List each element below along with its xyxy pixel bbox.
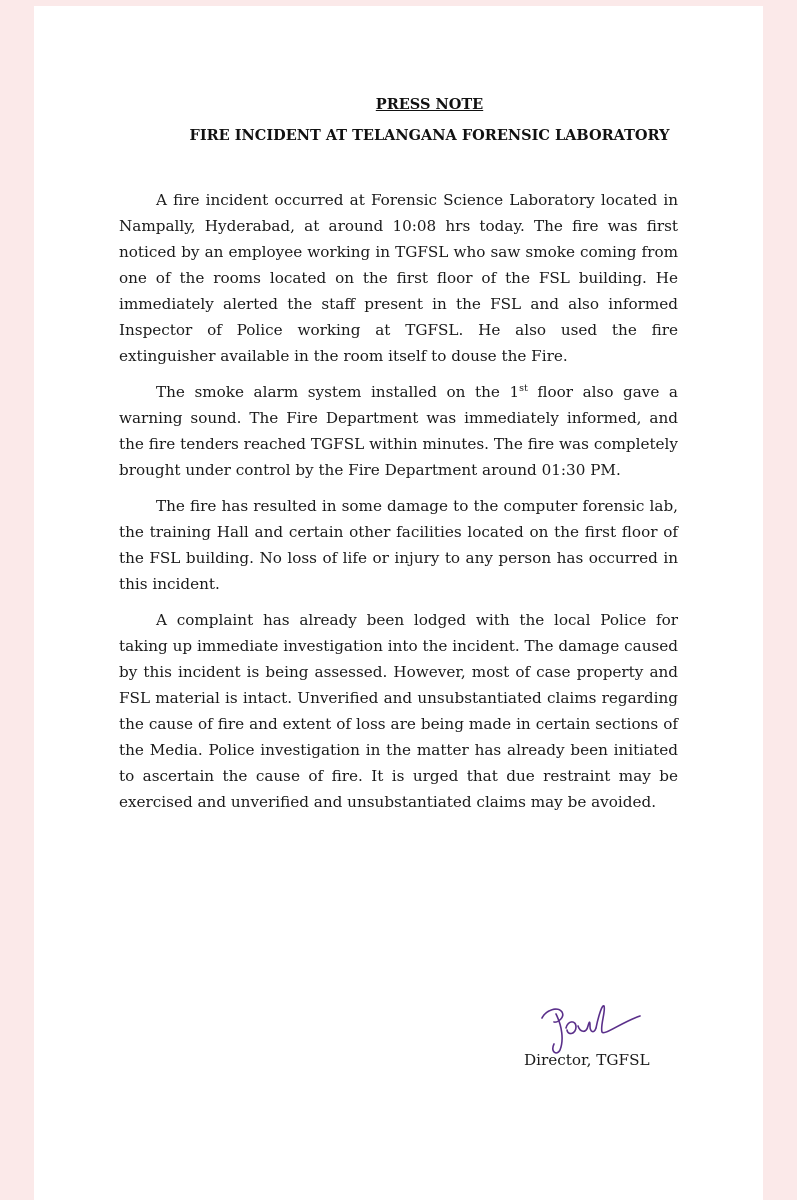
paragraph-alarm [119, 379, 678, 483]
ordinal-suffix: st [519, 382, 528, 394]
press-note-heading: PRESS NOTE [375, 96, 484, 113]
paragraph-alarm-end: floor also gave a warning sound. The Fire Department was immediately informed, and the fire tenders reached TGFSL within minutes. The fire was completely brought under control by the Fire Department around 01:30 PM. [119, 383, 678, 479]
paragraph-complaint: A complaint has already been lodged with the local Police for taking up immediate investigation into the incident. The damage caused by this incident is being assessed. However, most of case property and FSL material is intact. Unverified and unsubstantiated claims regarding the cause of fire and extent of loss are being made in certain sections of the Media. Police investigation in the matter has already been initiated to ascertain the cause of fire. It is urged that due restraint may be exercised and unverified and unsubstantiated claims may be avoided. [119, 611, 678, 811]
signature-icon [532, 996, 642, 1056]
incident-title: FIRE INCIDENT AT TELANGANA FORENSIC LABORATORY [189, 127, 670, 144]
paragraph-incident: A fire incident occurred at Forensic Science Laboratory located in Nampally, Hyderabad, at around 10:08 hrs today. The fire was first noticed by an employee working in TGFSL who saw smoke coming from one of the rooms located on the first floor of the FSL building. He immediately alerted the staff present in the FSL and also informed Inspector of Police working at TGFSL. He also used the fire extinguisher available in the room itself to douse the Fire. [119, 191, 678, 365]
paragraph-alarm-start: The smoke alarm system installed on the 1 [156, 383, 520, 401]
signatory-designation: Director, TGFSL [524, 1051, 650, 1069]
paragraph-damage: The fire has resulted in some damage to the computer forensic lab, the training Hall and certain other facilities located on the first floor of the FSL building. No loss of life or injury to any person has occurred in this incident. [119, 497, 678, 593]
document-page [34, 6, 763, 1200]
press-note-body [119, 187, 678, 825]
